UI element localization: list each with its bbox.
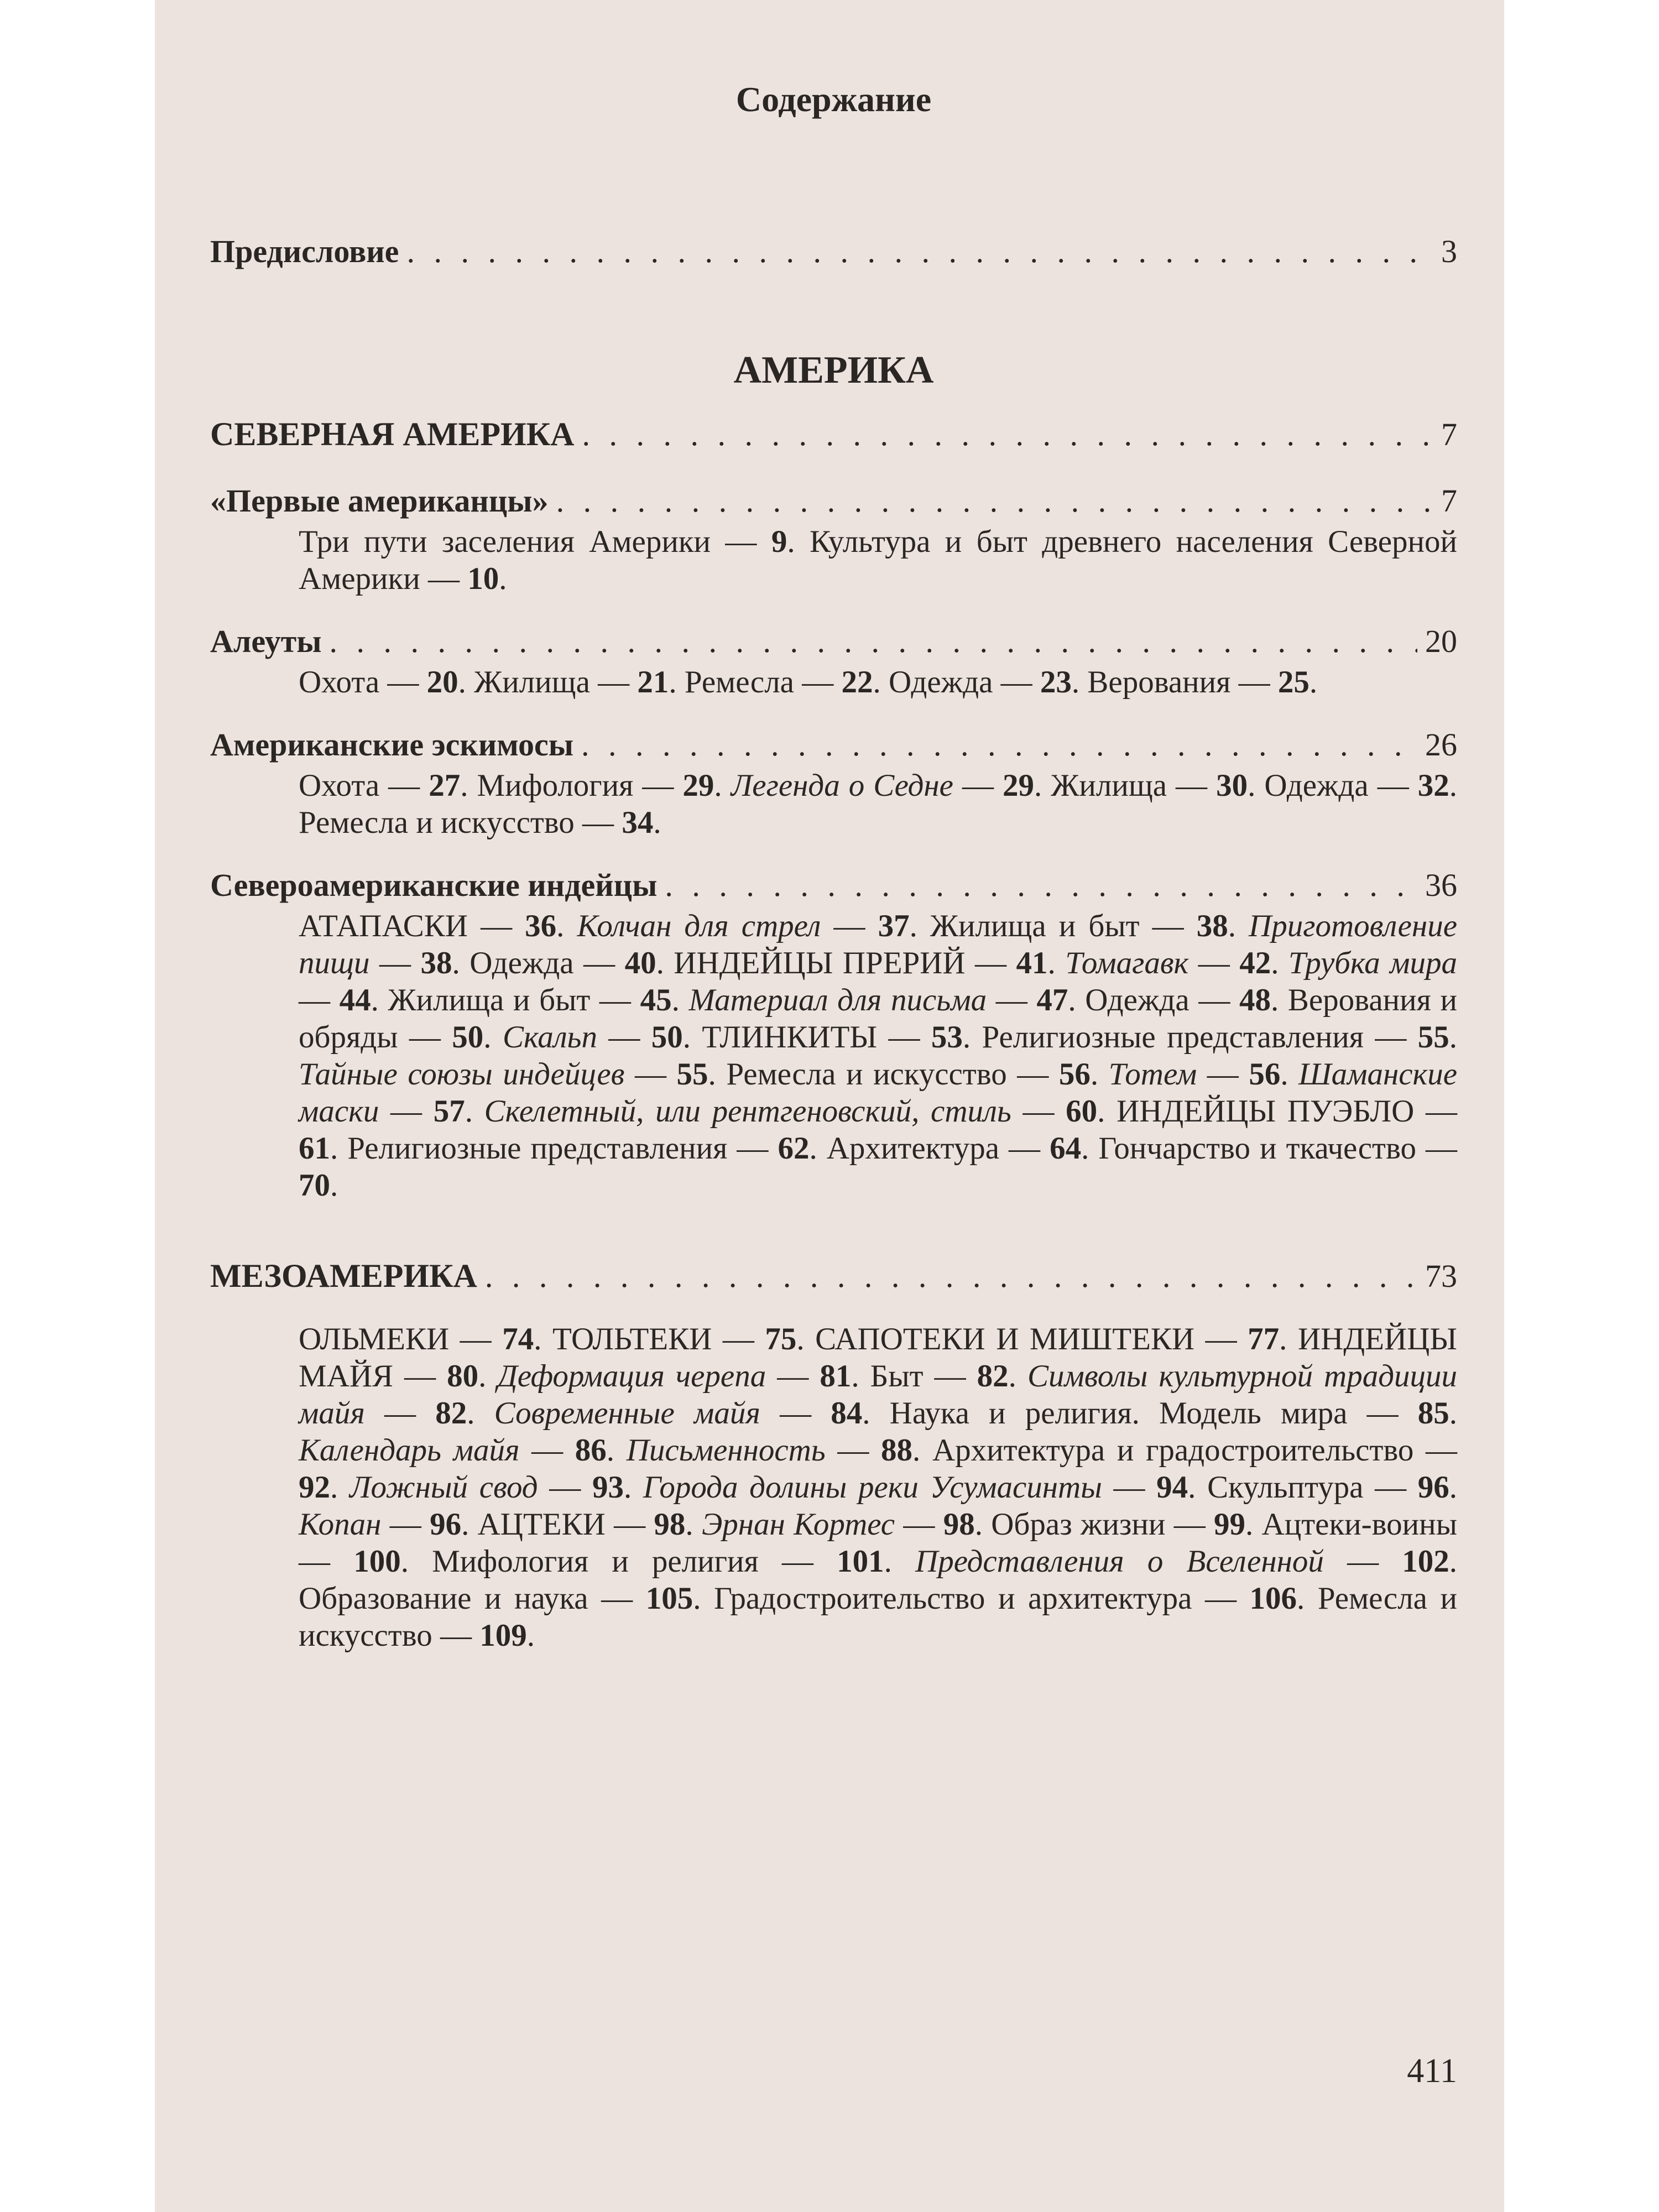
subtopic-italic: Письменность <box>626 1433 826 1468</box>
page-ref: 38 <box>420 946 452 980</box>
page-ref: 92 <box>299 1470 330 1505</box>
page-ref: 37 <box>878 909 910 943</box>
desc-text: . Ремесла — <box>669 665 842 700</box>
desc-text: — <box>760 1396 831 1431</box>
page-ref: 85 <box>1417 1396 1449 1431</box>
page-ref: 9 <box>771 524 787 559</box>
page-ref: 61 <box>299 1131 330 1166</box>
page-ref: 10 <box>467 561 499 596</box>
page-ref: 106 <box>1249 1581 1297 1616</box>
page-ref: 56 <box>1249 1057 1281 1092</box>
page-ref: 21 <box>637 665 669 700</box>
desc-text: . Быт — <box>851 1359 977 1394</box>
page-ref: 93 <box>592 1470 624 1505</box>
subtopic-italic: Трубка мира <box>1288 946 1458 980</box>
subtopic-italic: Символы культурной традиции майя <box>299 1359 1458 1431</box>
part-title: АМЕРИКА <box>733 349 934 392</box>
page-ref: 25 <box>1277 665 1310 700</box>
desc-text: . Культура и быт древнего населения Северной Америки — <box>299 524 1458 596</box>
desc-text: . Градостроительство и архитектура — <box>693 1581 1250 1616</box>
desc-text: . <box>685 1507 702 1542</box>
desc-text: . <box>1271 946 1288 980</box>
desc-text: — <box>821 909 878 943</box>
desc-text: . <box>467 1396 494 1431</box>
page-ref: 105 <box>645 1581 693 1616</box>
page-ref: 41 <box>1016 946 1048 980</box>
toc-entry-eskimos <box>210 723 1457 767</box>
subtopic-italic: Современные майя <box>494 1396 760 1431</box>
desc-text: . ИНДЕЙЦЫ ПРЕРИЙ — <box>656 946 1016 980</box>
subtopic-italic: Тайные союзы индейцев <box>299 1057 625 1092</box>
entry-description <box>299 664 1457 701</box>
page-ref: 56 <box>1058 1057 1091 1092</box>
desc-text: . Гончарство и ткачество — <box>1081 1131 1457 1166</box>
desc-text: — <box>519 1433 575 1468</box>
subtopic-italic: Ложный свод <box>349 1470 538 1505</box>
desc-text: . ТЛИНКИТЫ — <box>682 1020 931 1055</box>
page-ref: 48 <box>1239 983 1271 1018</box>
subtopic-italic: Деформация черепа <box>497 1359 766 1394</box>
page-ref: 77 <box>1248 1322 1280 1357</box>
subtopic-italic: Приготовление пищи <box>299 909 1458 980</box>
page-ref: 50 <box>452 1020 484 1055</box>
entry-description <box>299 767 1457 841</box>
toc-entry-preface <box>210 229 1457 274</box>
desc-text: . Верования — <box>1071 665 1278 700</box>
subtopic-italic: Материал для письма <box>688 983 987 1018</box>
desc-text: . Скульптура — <box>1188 1470 1418 1505</box>
desc-text: — <box>987 983 1037 1018</box>
page-ref: 64 <box>1050 1131 1082 1166</box>
dot-leader <box>330 619 1418 664</box>
page-ref: 29 <box>1003 768 1035 803</box>
desc-text: . <box>556 909 577 943</box>
page-ref: 23 <box>1040 665 1072 700</box>
desc-text: . <box>1309 665 1318 700</box>
desc-text: Три пути заселения Америки — <box>299 524 771 559</box>
subtopic-italic: Тотем <box>1108 1057 1197 1092</box>
subtopic-italic: Календарь майя <box>299 1433 520 1468</box>
desc-text: — <box>766 1359 820 1394</box>
desc-text: . Мифология и религия — <box>400 1544 837 1579</box>
desc-text: . <box>483 1020 503 1055</box>
page-ref: 34 <box>622 805 654 840</box>
dot-leader <box>582 413 1433 457</box>
subtopic-italic: Копан <box>299 1507 382 1542</box>
desc-text: . <box>606 1433 627 1468</box>
desc-text: . <box>1449 1020 1458 1055</box>
desc-text: Охота — <box>299 768 429 803</box>
entry-page: 7 <box>1441 483 1457 519</box>
desc-text: . ТОЛЬТЕКИ — <box>534 1322 765 1357</box>
desc-text: . Одежда — <box>873 665 1040 700</box>
subtopic-italic: Шаманские маски <box>299 1057 1458 1129</box>
page-ref: 96 <box>430 1507 462 1542</box>
desc-text: . <box>1008 1359 1027 1394</box>
page-ref: 80 <box>447 1359 479 1394</box>
dot-leader <box>665 863 1417 907</box>
desc-text: . Религиозные представления — <box>962 1020 1418 1055</box>
page-ref: 47 <box>1036 983 1068 1018</box>
desc-text: — <box>379 1094 434 1129</box>
dot-leader <box>581 723 1417 767</box>
page-ref: 27 <box>429 768 461 803</box>
subtopic-italic: Легенда о Седне <box>731 768 953 803</box>
toc-entry-north-america <box>210 412 1457 457</box>
desc-text: . <box>478 1359 498 1394</box>
entry-label: Американские эскимосы <box>210 727 574 763</box>
desc-text: . Наука и религия. Модель мира — <box>862 1396 1418 1431</box>
desc-text: . ИНДЕЙЦЫ ПУЭБЛО — <box>1097 1094 1458 1129</box>
entry-label: «Первые американцы» <box>210 483 549 519</box>
page-ref: 98 <box>943 1507 975 1542</box>
desc-text: — <box>369 946 421 980</box>
entry-label: СЕВЕРНАЯ АМЕРИКА <box>210 416 575 452</box>
desc-text: . ИНДЕЙЦЫ МАЙЯ — <box>299 1322 1458 1394</box>
desc-text: . <box>623 1470 643 1505</box>
desc-text: . Жилища — <box>1034 768 1217 803</box>
desc-text: . Религиозные представления — <box>330 1131 778 1166</box>
desc-text: — <box>381 1507 430 1542</box>
desc-text: — <box>953 768 1003 803</box>
dot-leader <box>485 1254 1417 1298</box>
subtopic-italic: Представления о Вселенной <box>915 1544 1324 1579</box>
desc-text: . Архитектура и градостроительство — <box>912 1433 1458 1468</box>
page-ref: 50 <box>651 1020 683 1055</box>
page-ref: 20 <box>426 665 458 700</box>
desc-text: — <box>895 1507 943 1542</box>
entry-page: 3 <box>1441 233 1457 269</box>
desc-text: . <box>465 1094 484 1129</box>
page-ref: 22 <box>841 665 873 700</box>
desc-text: . Жилища и быт — <box>909 909 1197 943</box>
page-ref: 81 <box>820 1359 852 1394</box>
desc-text: — <box>538 1470 592 1505</box>
page-ref: 100 <box>353 1544 401 1579</box>
page-ref: 74 <box>502 1322 534 1357</box>
page-ref: 70 <box>299 1168 330 1203</box>
desc-text: . Верования и обряды — <box>299 983 1458 1055</box>
desc-text: — <box>1197 1057 1249 1092</box>
desc-text: . <box>884 1544 916 1579</box>
page-ref: 99 <box>1214 1507 1246 1542</box>
subtopic-italic: Эрнан Кортес <box>701 1507 895 1542</box>
entry-label: МЕЗОАМЕРИКА <box>210 1258 477 1294</box>
page-ref: 38 <box>1196 909 1228 943</box>
page-ref: 82 <box>977 1359 1009 1394</box>
page-ref: 42 <box>1239 946 1271 980</box>
page-ref: 102 <box>1402 1544 1449 1579</box>
toc-entry-aleuts <box>210 619 1457 664</box>
desc-text: . Образ жизни — <box>974 1507 1214 1542</box>
desc-text: . <box>1449 1396 1458 1431</box>
entry-page: 36 <box>1425 867 1457 903</box>
desc-text: — <box>364 1396 436 1431</box>
entry-page: 20 <box>1425 623 1457 659</box>
book-page <box>155 0 1504 2212</box>
entry-page: 7 <box>1441 416 1457 452</box>
entry-label: Алеуты <box>210 623 322 659</box>
page-ref: 75 <box>765 1322 797 1357</box>
table-of-contents <box>210 77 1457 1654</box>
desc-text: . Ацтеки-воины — <box>299 1507 1457 1579</box>
page-ref: 86 <box>575 1433 607 1468</box>
desc-text: . САПОТЕКИ И МИШТЕКИ — <box>796 1322 1248 1357</box>
subtopic-italic: Томагавк <box>1065 946 1189 980</box>
entry-description <box>299 1321 1457 1654</box>
entry-label: Предисловие <box>210 233 399 269</box>
page-number: 411 <box>1407 2052 1457 2090</box>
subtopic-italic: Скальп <box>502 1020 597 1055</box>
desc-text: — <box>597 1020 651 1055</box>
desc-text: — <box>1011 1094 1066 1129</box>
desc-text: . Одежда — <box>1068 983 1239 1018</box>
page-ref: 88 <box>881 1433 913 1468</box>
desc-text: АТАПАСКИ — <box>299 909 525 943</box>
page-ref: 32 <box>1417 768 1449 803</box>
desc-text: . Одежда — <box>452 946 625 980</box>
desc-text: . <box>330 1168 338 1203</box>
desc-text: . Ремесла и искусство — <box>708 1057 1059 1092</box>
desc-text: . <box>671 983 689 1018</box>
page-ref: 36 <box>525 909 557 943</box>
desc-text: — <box>1188 946 1240 980</box>
entry-label: Североамериканские индейцы <box>210 867 658 903</box>
page-ref: 109 <box>479 1618 527 1653</box>
page-ref: 44 <box>339 983 371 1018</box>
desc-text: — <box>1323 1544 1402 1579</box>
desc-text: . Ремесла и искусство — <box>299 768 1458 840</box>
desc-text: . <box>1449 1470 1458 1505</box>
page-ref: 62 <box>778 1131 810 1166</box>
page-ref: 84 <box>831 1396 863 1431</box>
entry-description <box>299 907 1457 1204</box>
dot-leader <box>406 229 1433 274</box>
desc-text: . <box>526 1618 535 1653</box>
desc-text: . Мифология — <box>460 768 683 803</box>
desc-text: . <box>1280 1057 1299 1092</box>
page-ref: 60 <box>1066 1094 1098 1129</box>
desc-text: — <box>1102 1470 1157 1505</box>
subtopic-italic: Города долины реки Усумасинты <box>643 1470 1102 1505</box>
desc-text: . Ремесла и искусство — <box>299 1581 1457 1653</box>
desc-text: . <box>1228 909 1249 943</box>
desc-text: . АЦТЕКИ — <box>461 1507 654 1542</box>
desc-text: — <box>825 1433 881 1468</box>
page-ref: 55 <box>1417 1020 1449 1055</box>
toc-entry-first-americans <box>210 479 1457 523</box>
page-ref: 96 <box>1417 1470 1449 1505</box>
page-ref: 45 <box>640 983 672 1018</box>
desc-text: ОЛЬМЕКИ — <box>299 1322 503 1357</box>
desc-text: . Одежда — <box>1248 768 1418 803</box>
desc-text: . <box>653 805 661 840</box>
desc-text: — <box>624 1057 677 1092</box>
subtopic-italic: Колчан для стрел <box>577 909 821 943</box>
toc-entry-mesoamerica <box>210 1254 1457 1298</box>
page-ref: 53 <box>931 1020 963 1055</box>
desc-text: . Образование и наука — <box>299 1544 1458 1616</box>
desc-text: . Жилища — <box>458 665 638 700</box>
toc-entry-indians <box>210 863 1457 907</box>
desc-text: . <box>330 1470 349 1505</box>
page-ref: 40 <box>624 946 656 980</box>
entry-page: 26 <box>1425 727 1457 763</box>
page-ref: 82 <box>435 1396 467 1431</box>
entry-page: 73 <box>1425 1258 1457 1294</box>
page-ref: 30 <box>1216 768 1248 803</box>
toc-title: Содержание <box>735 80 932 119</box>
desc-text: . <box>1090 1057 1109 1092</box>
desc-text: . <box>499 561 507 596</box>
dot-leader <box>556 479 1433 523</box>
page-ref: 101 <box>837 1544 884 1579</box>
desc-text: . <box>714 768 731 803</box>
subtopic-italic: Скелетный, или рентгеновский, стиль <box>484 1094 1011 1129</box>
desc-text: Охота — <box>299 665 427 700</box>
page-ref: 94 <box>1156 1470 1188 1505</box>
page-ref: 98 <box>654 1507 686 1542</box>
desc-text: — <box>299 983 340 1018</box>
desc-text: . Жилища и быт — <box>371 983 640 1018</box>
entry-description <box>299 523 1457 597</box>
page-ref: 29 <box>682 768 714 803</box>
desc-text: . Архитектура — <box>809 1131 1050 1166</box>
page-ref: 57 <box>433 1094 465 1129</box>
desc-text: . <box>1047 946 1066 980</box>
page-ref: 55 <box>676 1057 708 1092</box>
